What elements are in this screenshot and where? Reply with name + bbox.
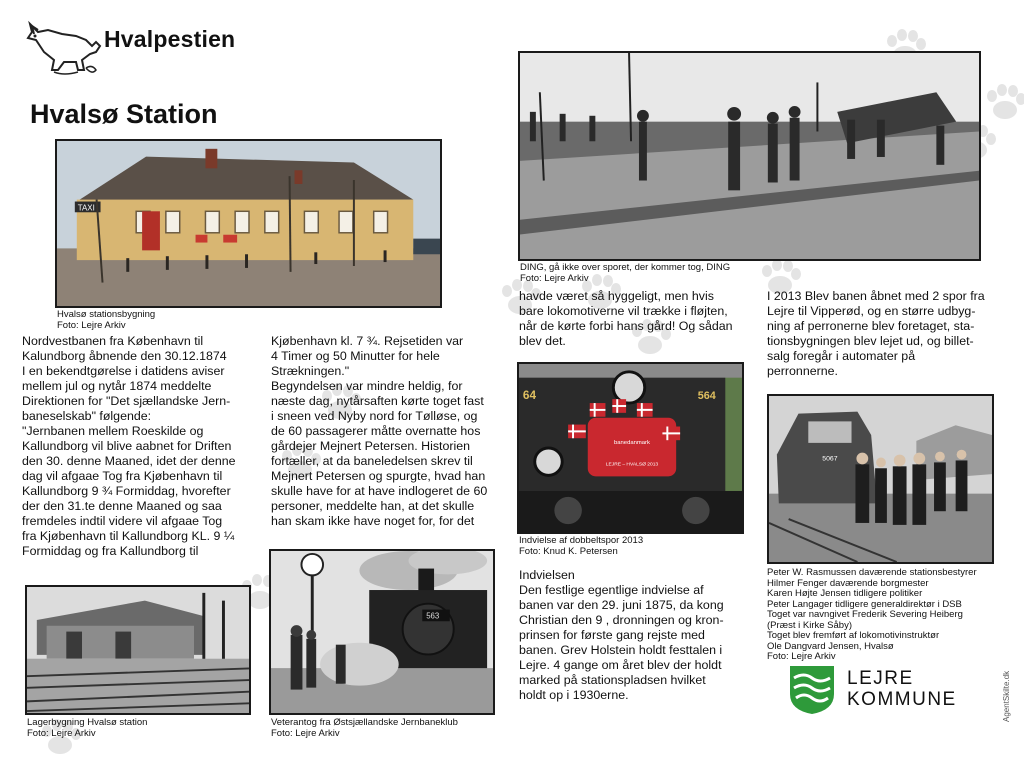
text-line: I 2013 Blev banen åbnet med 2 spor fra bbox=[767, 289, 985, 303]
caption-text: Lagerbygning Hvalsø station bbox=[27, 717, 148, 728]
text-line: de 60 passagerer måtte overnatte hos bbox=[271, 424, 481, 438]
locomotive-photo-caption bbox=[519, 536, 643, 557]
loco-number-left: 64 bbox=[522, 389, 537, 403]
caption-credit: Foto: Lejre Arkiv bbox=[520, 272, 589, 284]
text-line: Strækningen." bbox=[271, 364, 350, 378]
article-column-2 bbox=[271, 334, 516, 529]
train-number: 5067 bbox=[822, 455, 838, 463]
text-line: salg foregår i automater på bbox=[767, 349, 916, 363]
text-line: banen. Grev Holstein holdt festtalen i bbox=[519, 643, 723, 657]
caption-line: Foto: Lejre Arkiv bbox=[767, 651, 836, 662]
caption-text: DING, gå ikke over sporet, der kommer tog, DING bbox=[520, 262, 731, 273]
inauguration-people-photo bbox=[767, 394, 994, 564]
logo-wordmark bbox=[847, 668, 957, 710]
text-line: der den 31.te denne Maaned og saa bbox=[22, 499, 222, 513]
plate-top-text: banedanmark bbox=[614, 440, 650, 447]
caption-line: Peter Langager tidligere generaldirektør i DSB bbox=[767, 598, 962, 610]
caption-text: Indvielse af dobbeltspor 2013 bbox=[519, 535, 644, 546]
caption-line: (Præst i Kirke Såby) bbox=[767, 619, 852, 631]
text-line: Mejnert Petersen og spurgte, hvad han bbox=[271, 469, 486, 483]
fox-logo-icon bbox=[24, 18, 106, 78]
article-column-3-top bbox=[519, 289, 764, 349]
page-title: Hvalsø Station bbox=[30, 99, 218, 129]
text-line: Christian den 9 , dronningen og kron- bbox=[519, 613, 724, 627]
agentskilte-credit: AgentSkilte.dk bbox=[1002, 670, 1011, 722]
text-line: Formiddag og fra Kallundborg til bbox=[22, 544, 199, 558]
caption-line: Ole Dangvard Jensen, Hvalsø bbox=[767, 640, 894, 652]
text-line: holdt op i 1930erne. bbox=[519, 688, 629, 702]
text-line: Kallundborg vil blive aabnet for Driften bbox=[22, 439, 232, 453]
text-line: mellem jul og nytår 1874 meddelte bbox=[22, 379, 212, 393]
veteran-train-photo bbox=[269, 549, 495, 715]
text-line: i sneen ved Nyby nord for Tølløse, og bbox=[271, 409, 478, 423]
text-line: han skam ikke have noget for, for det bbox=[271, 514, 475, 528]
plate-bottom-text: LEJRE – HVALSØ 2013 bbox=[605, 462, 659, 468]
text-line: ning af perronerne blev foretaget, sta- bbox=[767, 319, 975, 333]
warehouse-photo bbox=[25, 585, 251, 715]
veteran-loco-number: 563 bbox=[426, 611, 440, 621]
text-line: fra Kjøbenhavn til Kallundborg KL. 9 ¼ bbox=[22, 529, 235, 543]
text-line: perronnerne. bbox=[767, 364, 838, 378]
text-line: næste dag, nytårsaften kørte toget fast bbox=[271, 394, 484, 408]
text-line: personer, meddelte han, at det skulle bbox=[271, 499, 475, 513]
text-line: baneselskab" følgende: bbox=[22, 409, 152, 423]
section-heading: Indvielsen bbox=[519, 568, 575, 582]
warehouse-photo-caption bbox=[27, 718, 147, 739]
text-line: prinsen for første gang rejste med bbox=[519, 628, 705, 642]
ding-platform-photo bbox=[518, 51, 981, 261]
caption-credit: Foto: Knud K. Petersen bbox=[519, 545, 618, 557]
article-column-4 bbox=[767, 289, 1012, 379]
text-line: skulle have for at have indlogeret de 60 bbox=[271, 484, 488, 498]
loco-number-right: 564 bbox=[697, 390, 716, 403]
series-title: Hvalpestien bbox=[104, 26, 236, 52]
taxi-sign: TAXI bbox=[77, 203, 95, 213]
text-line: når de kørte forbi hans gård! Og sådan bbox=[519, 319, 733, 333]
text-line: Kalundborg åbnende den 30.12.1874 bbox=[22, 349, 227, 363]
people-photo-caption bbox=[767, 568, 977, 663]
text-line: banen var den 29. juni 1875, da kong bbox=[519, 598, 724, 612]
caption-credit: Foto: Lejre Arkiv bbox=[57, 319, 126, 331]
locomotive-inauguration-photo bbox=[517, 362, 744, 534]
text-line: havde været så hyggeligt, men hvis bbox=[519, 289, 714, 303]
text-line: I en bekendtgørelse i datidens aviser bbox=[22, 364, 225, 378]
text-line: tionsbygningen blev lejet ud, og billet- bbox=[767, 334, 974, 348]
station-photo-caption bbox=[57, 310, 155, 331]
text-line: Nordvestbanen fra København til bbox=[22, 334, 204, 348]
text-line: "Jernbanen mellem Roeskilde og bbox=[22, 424, 204, 438]
text-line: gårdejer Mejnert Petersen. Historien bbox=[271, 439, 471, 453]
text-line: Lejre. 4 gange om året blev der holdt bbox=[519, 658, 722, 672]
text-line: den 30. denne Maaned, idet der denne bbox=[22, 454, 236, 468]
text-line: Den festlige egentlige indvielse af bbox=[519, 583, 704, 597]
text-line: dag vil afgaae Tog fra Kjøbenhavn til bbox=[22, 469, 223, 483]
text-line: Direktionen for "Det sjællandske Jern- bbox=[22, 394, 231, 408]
text-line: Kallundborg 9 ¾ Formiddag, hvorefter bbox=[22, 484, 231, 498]
caption-text: Hvalsø stationsbygning bbox=[57, 309, 156, 320]
lejre-kommune-logo-icon bbox=[788, 664, 836, 716]
text-line: bare lokomotiverne vil trække i fløjten, bbox=[519, 304, 728, 318]
caption-line: Hilmer Fenger daværende borgmester bbox=[767, 577, 929, 589]
article-column-1 bbox=[22, 334, 267, 559]
caption-credit: Foto: Lejre Arkiv bbox=[271, 727, 340, 739]
text-line: Lejre til Vipperød, og en større udbyg- bbox=[767, 304, 976, 318]
text-line: 4 Timer og 50 Minutter for hele bbox=[271, 349, 440, 363]
logo-line-lejre: LEJRE bbox=[847, 668, 914, 689]
veteran-photo-caption bbox=[271, 718, 458, 739]
caption-line: Toget blev fremført af lokomotivinstruktør bbox=[767, 630, 940, 641]
caption-text: Veterantog fra Østsjællandske Jernbaneklub bbox=[271, 717, 458, 728]
logo-line-kommune: KOMMUNE bbox=[847, 689, 957, 710]
article-column-3-bottom bbox=[519, 568, 764, 703]
ding-photo-caption bbox=[520, 263, 730, 284]
text-line: fremdeles indtil videre vil afgaae Tog bbox=[22, 514, 223, 528]
text-line: blev det. bbox=[519, 334, 566, 348]
text-line: marked på stationspladsen hvilket bbox=[519, 673, 706, 687]
text-line: fortæller, at da baneledelsen skrev til bbox=[271, 454, 473, 468]
caption-line: Toget var navngivet Frederik Severing Heiberg bbox=[767, 609, 963, 620]
caption-line: Peter W. Rasmussen daværende stationsbestyrer bbox=[767, 567, 977, 578]
caption-line: Karen Højte Jensen tidligere politiker bbox=[767, 588, 923, 599]
caption-credit: Foto: Lejre Arkiv bbox=[27, 727, 96, 739]
station-building-photo bbox=[55, 139, 442, 308]
text-line: Kjøbenhavn kl. 7 ¾. Rejsetiden var bbox=[271, 334, 464, 348]
text-line: Begyndelsen var mindre heldig, for bbox=[271, 379, 463, 393]
